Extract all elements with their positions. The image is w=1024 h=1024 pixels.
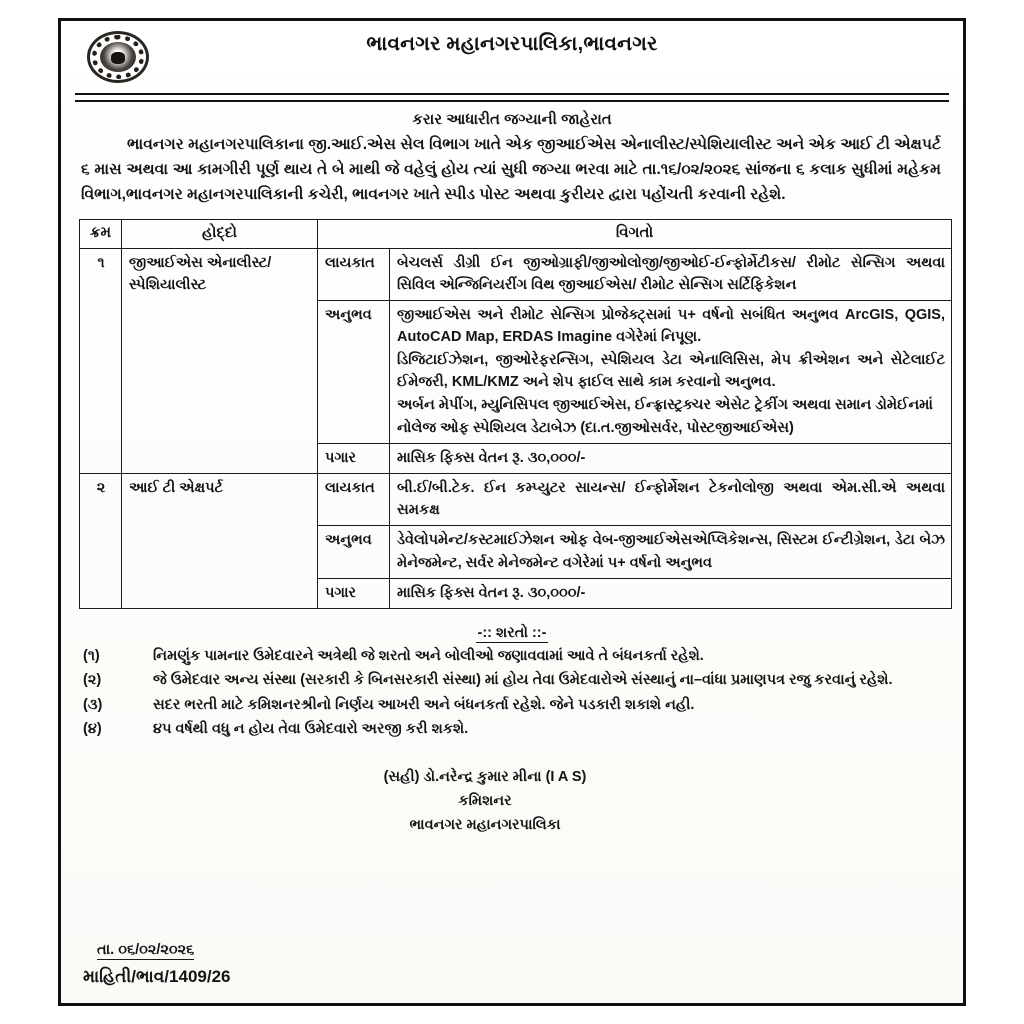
document-header (61, 21, 963, 99)
list-item (83, 694, 929, 716)
list-item (83, 645, 929, 667)
section-label-experience: અનુભવ (318, 526, 390, 578)
detail-paragraph: ડેવેલોપમેન્ટ/કસ્ટમાઈઝેશન ઓફ વેબ-જીઆઈએસએપ્લિકેશન્સ, સિસ્ટમ ઈન્ટીગ્રેશન, ડેટા બેઝ મેનેજમેન્ટ, સર્વર મેનેજમેન્ટ વગેરેમાં ૫+ વર્ષનો અનુભવ (397, 532, 946, 571)
section-value-salary (390, 578, 952, 608)
signatory-designation: કમિશનર (458, 793, 512, 810)
intro-paragraph (81, 132, 941, 207)
condition-text: સદર ભરતી માટે કમિશનરશ્રીનો નિર્ણય આખરી અને બંધનકર્તા રહેશે. જેને પડકારી શકાશે નહી. (153, 696, 695, 713)
table-header-row (80, 220, 952, 249)
detail-paragraph: અર્બન મેપીંગ, મ્યુનિસિપલ જીઆઈએસ, ઈન્ફ્રાસ્ટ્રક્ચર એસેટ ટ્રેકીંગ અથવા સમાન ડોમેઈનમાં (397, 397, 933, 414)
section-label-qualification: લાયકાત (318, 474, 390, 526)
row-serial: ૧ (80, 249, 122, 474)
signatory-name: (સહી) ડો.નરેન્દ્ર કુમાર મીના (I A S) (383, 769, 587, 786)
condition-number: (૪) (83, 720, 102, 737)
row-post-name: જીઆઈએસ એનાલીસ્ટ/સ્પેશિયાલીસ્ટ (122, 249, 318, 474)
section-value-qualification (390, 249, 952, 301)
footer-date: તા. ૦૬/૦૨/૨૦૨૬ (97, 942, 195, 958)
detail-paragraph: ડિજિટાઈઝેશન, જીઓરેફરન્સિગ, સ્પેશિયલ ડેટા એનાલિસિસ, મેપ ક્રીએશન અને સેટેલાઈટ ઈમેજરી, KML/KMZ અને શેપ ફાઈલ સાથે કામ કરવાનો અનુભવ. (397, 352, 946, 391)
section-value-experience (390, 301, 952, 444)
list-item (83, 718, 929, 740)
section-value-qualification (390, 474, 952, 526)
row-post-name: આઈ ટી એક્ષપર્ટ (122, 474, 318, 608)
detail-paragraph: જીઆઈએસ અને રીમોટ સેન્સિગ પ્રોજેક્ટ્સમાં ૫+ વર્ષનો સબંધિત અનુભવ ArcGIS, QGIS, AutoCAD Map, ERDAS Imagine વગેરેમાં નિપૂણ. (397, 307, 946, 346)
notice-heading: કરાર આધારીત જગ્યાની જાહેરાત (412, 111, 612, 128)
condition-text: જે ઉમેદવાર અન્ય સંસ્થા (સરકારી કે બિનસરકારી સંસ્થા) માં હોય તેવા ઉમેદવારોએ સંસ્થાનું ના–વાંધા પ્રમાણપત્ર રજુ કરવાનું રહેશે. (153, 672, 893, 689)
table-row (80, 474, 952, 526)
table-row (80, 249, 952, 301)
conditions-list (83, 645, 929, 741)
footer-reference: માહિતી/ભાવ/1409/26 (83, 967, 231, 986)
detail-paragraph: બેચલર્સ ડીગ્રી ઈન જીઓગ્રાફી/જીઓલોજી/જીઓઈ-ઈન્ફોર્મેટીકસ/ રીમોટ સેન્સિગ અથવા સિવિલ એન્જિનિયરીંગ વિથ જીઆઈએસ/ રીમોટ સેન્સિગ સર્ટિફિકેશન (397, 255, 946, 294)
conditions-heading (61, 625, 963, 641)
detail-paragraph: માસિક ફિક્સ વેતન રૂ. ૩૦,૦૦૦/- (397, 584, 586, 601)
intro-text: ભાવનગર મહાનગરપાલિકાના જી.આઈ.એસ સેલ વિભાગ ખાતે એક જીઆઈએસ એનાલીસ્ટ/સ્પેશિયાલીસ્ટ અને એક આઈ ટી એક્ષપર્ટ ૬ માસ અથવા આ કામગીરી પૂર્ણ થાય તે બે માથી જે વહેલું હોય ત્યાં સુધી જગ્યા ભરવા માટે તા.૧૬/૦૨/૨૦૨૬ સાંજના ૬ કલાક સુધીમાં મહેકમ વિભાગ,ભાવનગર મહાનગરપાલિકાની કચેરી, ભાવનગર ખાતે સ્પીડ પોસ્ટ અથવા કુરીયર દ્વારા પહોંચતી કરવાની રહેશે. (81, 136, 941, 204)
detail-paragraph: બી.ઈ/બી.ટેક. ઈન કમ્પ્યુટર સાયન્સ/ ઈન્ફોર્મેશન ટેકનોલોજી અથવા એમ.સી.એ અથવા સમકક્ષ (397, 480, 946, 519)
condition-number: (૩) (83, 696, 103, 713)
section-label-salary: પગાર (318, 444, 390, 474)
column-header-sr: ક્રમ (80, 220, 122, 249)
column-header-details: વિગતો (318, 220, 952, 249)
header-divider (75, 93, 949, 102)
list-item (83, 669, 929, 691)
detail-paragraph: નોલેજ ઓફ સ્પેશિયલ ડેટાબેઝ (દા.ત.જીઓસર્વર, પોસ્ટજીઆઈએસ) (397, 420, 794, 437)
organization-title: ભાવનગર મહાનગરપાલિકા,ભાવનગર (366, 33, 658, 55)
section-value-salary (390, 444, 952, 474)
document-footer (83, 941, 230, 987)
row-serial: ૨ (80, 474, 122, 608)
condition-number: (૧) (83, 647, 100, 664)
conditions-heading-text: -:: શરતો ::- (477, 624, 547, 641)
detail-paragraph: માસિક ફિક્સ વેતન રૂ. ૩૦,૦૦૦/- (397, 450, 586, 467)
column-header-post: હોદ્દો (122, 220, 318, 249)
notice-page (58, 18, 966, 1006)
condition-text: ૪૫ વર્ષથી વધુ ન હોય તેવા ઉમેદવારો અરજી કરી શકશે. (153, 720, 469, 737)
paper-surface (61, 21, 963, 1003)
signature-block (61, 766, 963, 838)
signatory-office: ભાવનગર મહાનગરપાલિકા (409, 817, 561, 834)
condition-text: નિમણુંક પામનાર ઉમેદવારને અત્રેથી જે શરતો અને બોલીઓ જણાવવામાં આવે તે બંધનકર્તા રહેશે. (153, 647, 704, 664)
section-value-experience (390, 526, 952, 578)
posts-table (79, 219, 952, 608)
section-label-experience: અનુભવ (318, 301, 390, 444)
section-label-salary: પગાર (318, 578, 390, 608)
section-label-qualification: લાયકાત (318, 249, 390, 301)
condition-number: (૨) (83, 672, 102, 689)
